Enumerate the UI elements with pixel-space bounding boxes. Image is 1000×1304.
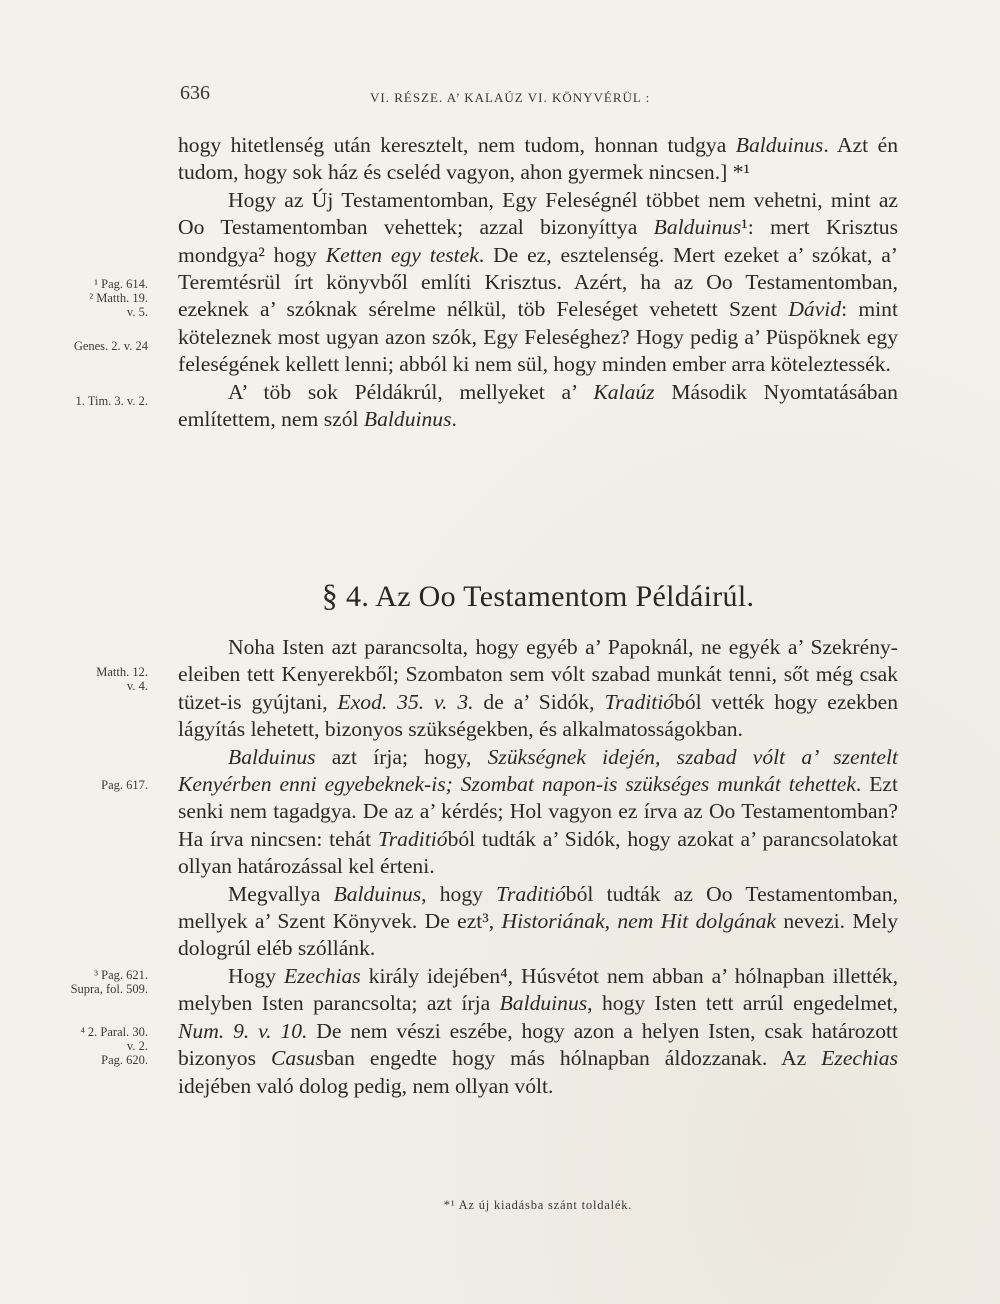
page-header — [180, 82, 900, 122]
section-heading — [178, 577, 898, 614]
page-number: 636 — [180, 82, 210, 104]
paragraph-4: Noha Isten azt parancsolta, hogy egyéb a’ Papoknál, ne egyék a’ Szekrény-eleiben tett Kenyerekből; Szombaton sem vólt szabad munkát tenni, sőt még csak tüzet-is gyújtani, Exod. 35. v. 3. de a’ Sidók, Traditióból vették hogy ezekben lágyítás lehetett, bizonyos szükségekben, és alkalmatosságokban. — [178, 635, 899, 742]
paragraph-5: Balduinus azt írja; hogy, Szükségnek idején, szabad vólt a’ szentelt Kenyérben enni egyebeknek-is; Szombat napon-is szükséges munkát tehettek. Ezt senki nem tagadgya. De az a’ kérdés; Hol vagyon ez írva az Oo Testamentomban? Ha írva nincsen: tehát Traditióból tudták a’ Sidók, hogy azokat a’ parancsolatokat ollyan határozással kel érteni. — [178, 744, 898, 879]
margin-note-6: ³ Pag. 621. Supra, fol. 509. — [70, 968, 148, 996]
paragraph-2: Hogy az Új Testamentomban, Egy Feleségnél többet nem vehetni, mint az Oo Testamentomban vehettek; azzal bizonyíttya Balduinus¹: mert Krisztus mondgya² hogy Ketten egy testek. De ez, esztelenség. Mert ezeket a’ szókat, a’ Teremtésrül írt könyvből említi Krisztus. Azért, ha az Oo Testamentomban, ezeknek a’ szóknak sérelme nélkül, töb Feleséget vehetett Szent Dávid: mint köteleznek most ugyan azon szók, Egy Feleséghez? Hogy pedig a’ Püspöknek egy feleségének kellett lenni; abból ki nem sül, hogy minden ember arra köteleztessék. — [178, 187, 898, 377]
margin-note-5: Pag. 617. — [101, 778, 148, 792]
body-text-block-1 — [178, 132, 898, 433]
margin-note-7: ⁴ 2. Paral. 30. v. 2. Pag. 620. — [80, 1025, 148, 1067]
margin-note-3: 1. Tim. 3. v. 2. — [75, 394, 148, 408]
margin-note-2: Genes. 2. v. 24 — [73, 339, 148, 353]
paragraph-3: A’ töb sok Példákrúl, mellyeket a’ Kalaúz Második Nyomtatásában említettem, nem szól Balduinus. — [178, 379, 898, 432]
footnote: *¹ Az új kiadásba szánt toldalék. — [443, 1198, 633, 1212]
section-mark: § — [321, 577, 339, 613]
running-head: VI. RÉSZE. A’ KALAÚZ VI. KÖNYVÉRÜL : — [370, 90, 651, 105]
section-title: 4. Az Oo Testamentom Példáirúl. — [346, 580, 755, 613]
paragraph-6: Megvallya Balduinus, hogy Traditióból tudták az Oo Testamentomban, mellyek a’ Szent Könyvek. De ezt³, Historiának, nem Hit dolgának nevezi. Mely dologrúl eléb szóllánk. — [178, 881, 898, 961]
body-text-block-2 — [178, 634, 898, 1100]
paragraph-1: hogy hitetlenség után keresztelt, nem tudom, honnan tudgya Balduinus. Azt én tudom, hogy sok ház és cseléd vagyon, ahon gyermek nincsen.] *¹ — [178, 133, 898, 185]
margin-note-4: Matth. 12. v. 4. — [96, 665, 148, 693]
paragraph-7: Hogy Ezechias király idejében⁴, Húsvétot nem abban a’ hólnapban illették, melyben Isten parancsolta; azt írja Balduinus, hogy Isten tett arrúl engedelmet, Num. 9. v. 10. De nem vészi eszébe, hogy azon a helyen Isten, csak határozott bizonyos Casusban engedte hogy más hólnapban áldozzanak. Az Ezechias idejében való dolog pedig, nem ollyan vólt. — [178, 963, 898, 1098]
margin-note-1: ¹ Pag. 614. ² Matth. 19. v. 5. — [89, 277, 148, 319]
